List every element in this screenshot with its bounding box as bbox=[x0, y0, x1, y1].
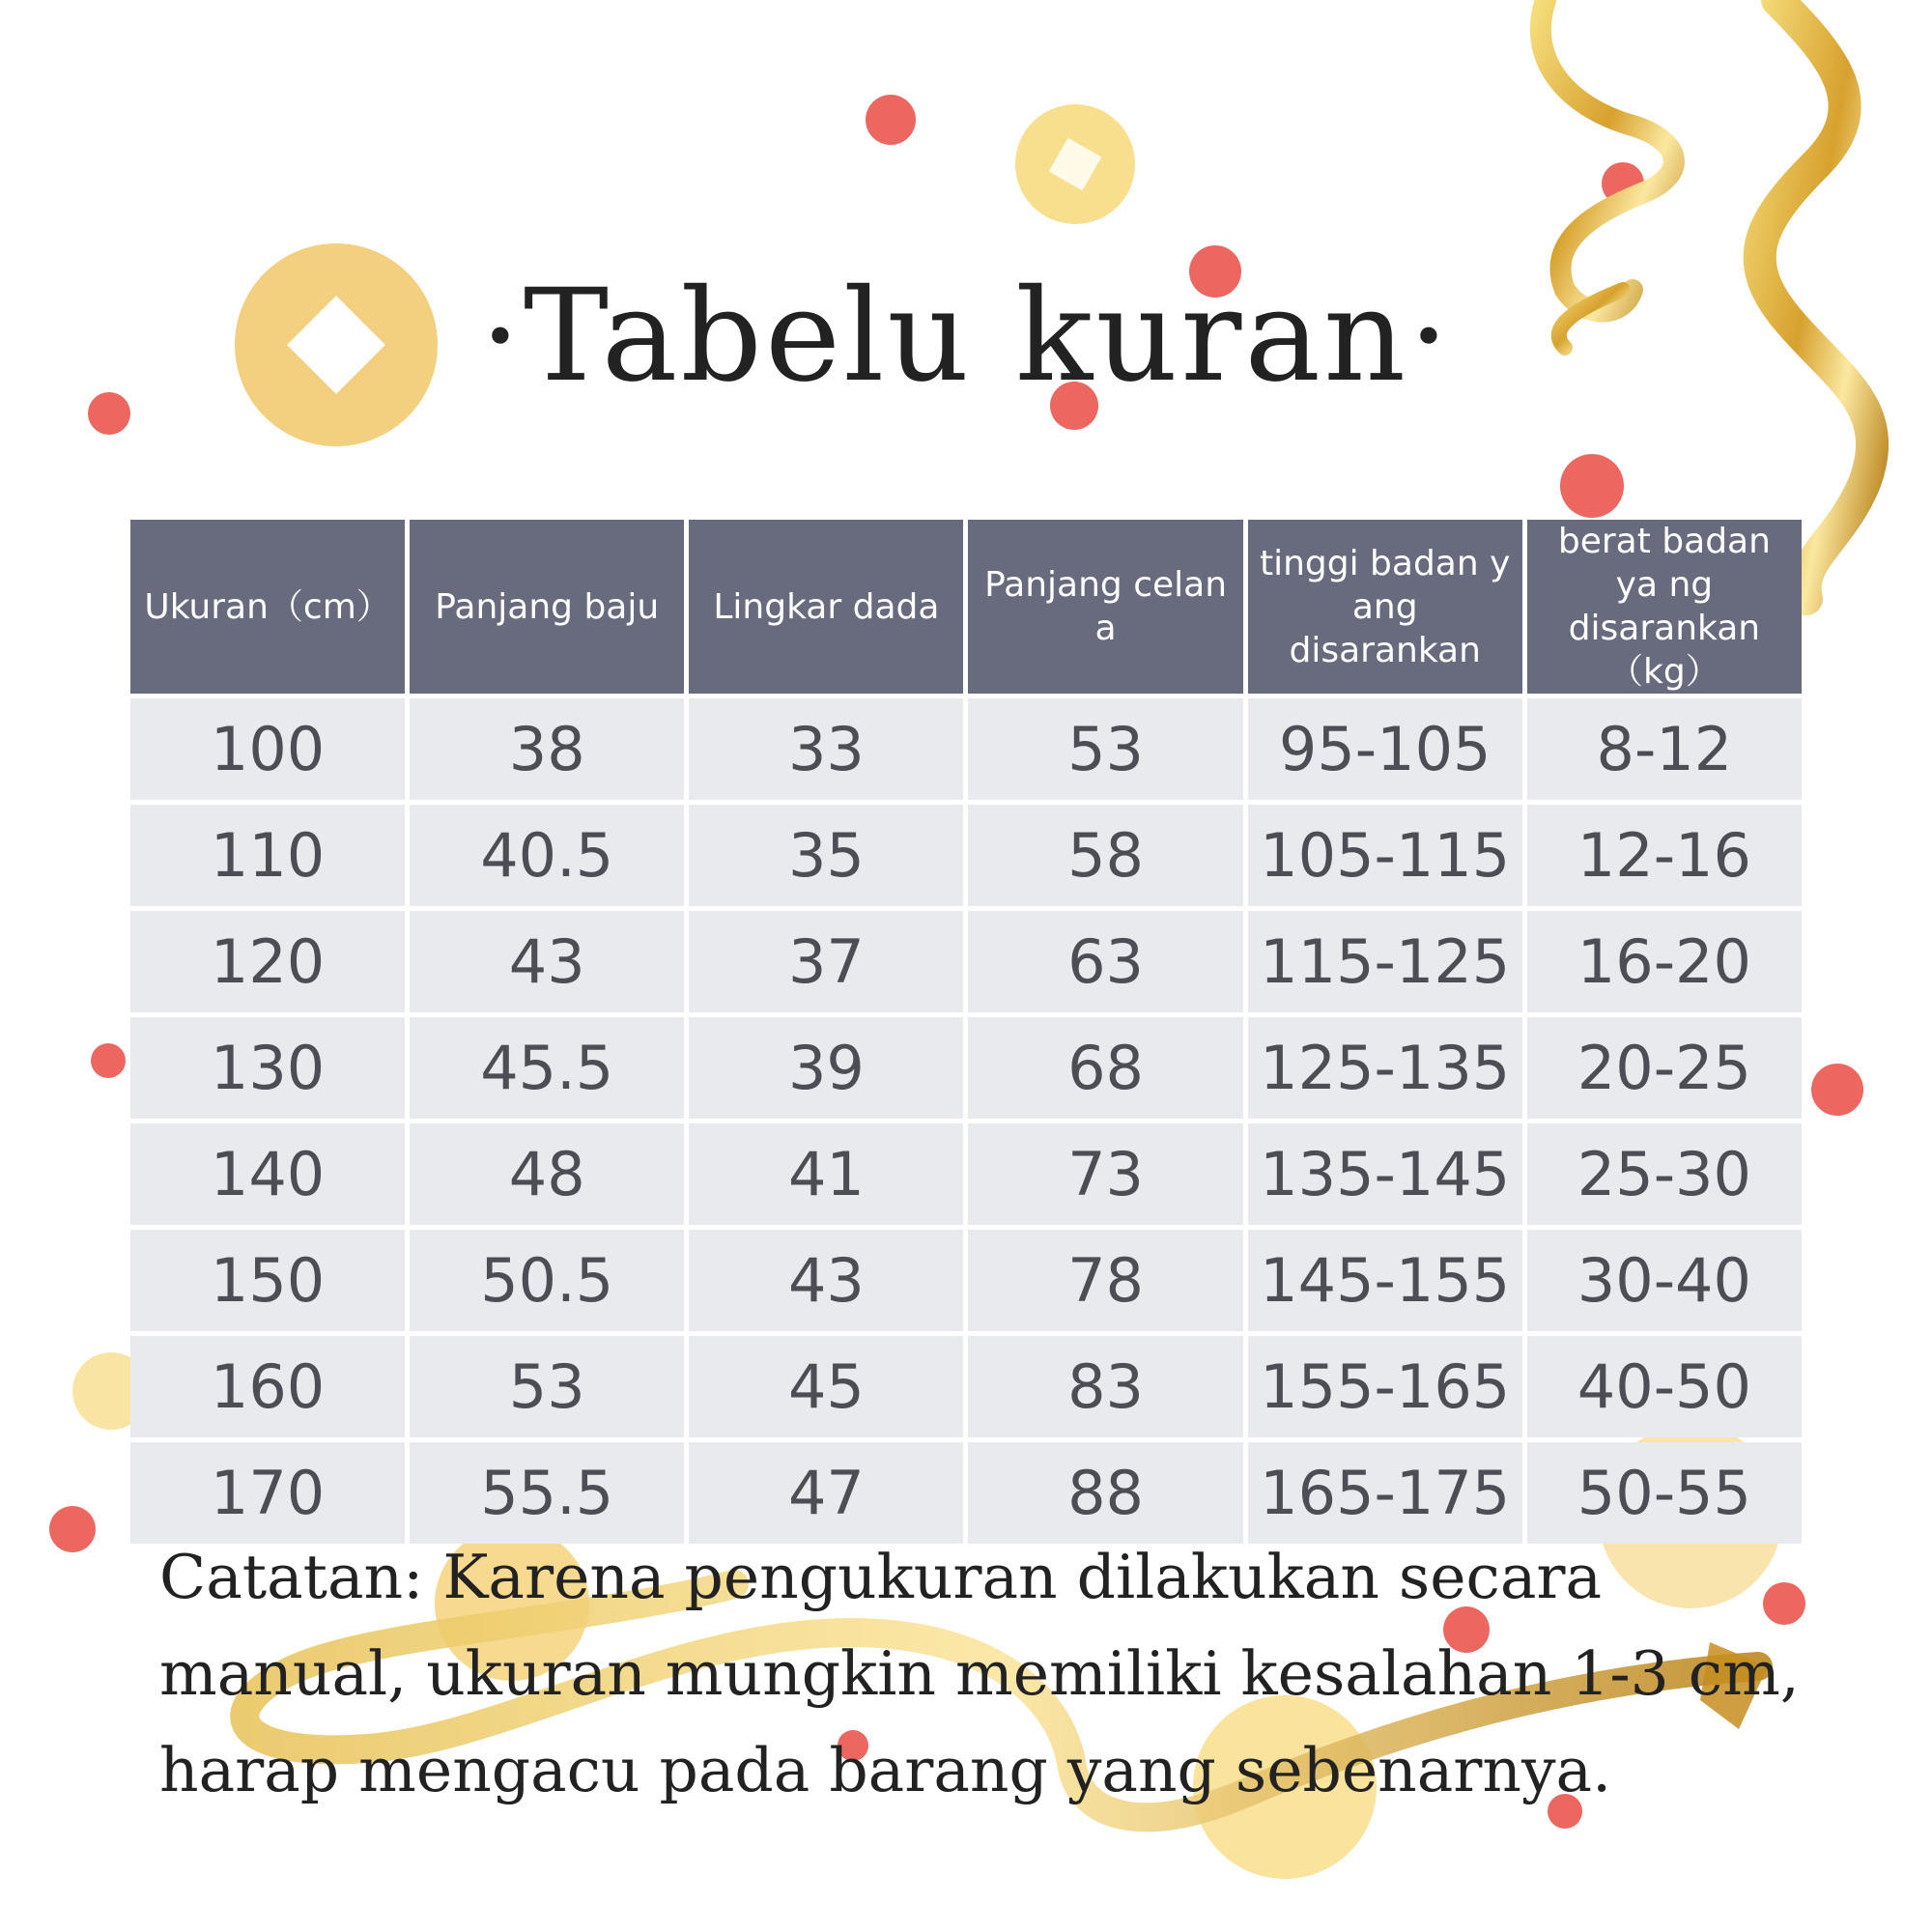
table-cell: 160 bbox=[130, 1336, 405, 1437]
header-size: Ukuran（cm） bbox=[130, 520, 405, 694]
table-row bbox=[130, 1123, 1802, 1225]
table-cell: 155-165 bbox=[1248, 1336, 1522, 1437]
table-cell: 165-175 bbox=[1248, 1442, 1522, 1544]
table-cell: 53 bbox=[410, 1336, 684, 1437]
table-cell: 12-16 bbox=[1527, 805, 1802, 906]
table-cell: 39 bbox=[689, 1017, 963, 1119]
table-cell: 83 bbox=[968, 1336, 1242, 1437]
table-cell: 170 bbox=[130, 1442, 405, 1544]
header-recommended-weight: berat badan ya ng disarankan（kg） bbox=[1527, 520, 1802, 694]
table-row bbox=[130, 911, 1802, 1012]
table-cell: 115-125 bbox=[1248, 911, 1522, 1012]
table-cell: 50-55 bbox=[1527, 1442, 1802, 1544]
header-recommended-height: tinggi badan y ang disarankan bbox=[1248, 520, 1522, 694]
table-cell: 145-155 bbox=[1248, 1230, 1522, 1331]
table-cell: 16-20 bbox=[1527, 911, 1802, 1012]
header-pants-length: Panjang celan a bbox=[968, 520, 1242, 694]
table-cell: 40.5 bbox=[410, 805, 684, 906]
table-cell: 48 bbox=[410, 1123, 684, 1225]
table-header-row bbox=[130, 520, 1802, 694]
size-table bbox=[126, 515, 1806, 1548]
table-cell: 150 bbox=[130, 1230, 405, 1331]
table-cell: 55.5 bbox=[410, 1442, 684, 1544]
table-cell: 33 bbox=[689, 698, 963, 800]
table-cell: 40-50 bbox=[1527, 1336, 1802, 1437]
table-cell: 43 bbox=[410, 911, 684, 1012]
table-cell: 53 bbox=[968, 698, 1242, 800]
table-cell: 45.5 bbox=[410, 1017, 684, 1119]
table-cell: 43 bbox=[689, 1230, 963, 1331]
table-cell: 100 bbox=[130, 698, 405, 800]
table-cell: 95-105 bbox=[1248, 698, 1522, 800]
table-row bbox=[130, 698, 1802, 800]
table-cell: 105-115 bbox=[1248, 805, 1522, 906]
table-row bbox=[130, 1017, 1802, 1119]
table-row bbox=[130, 805, 1802, 906]
table-cell: 110 bbox=[130, 805, 405, 906]
table-cell: 35 bbox=[689, 805, 963, 906]
table-cell: 41 bbox=[689, 1123, 963, 1225]
table-row bbox=[130, 1336, 1802, 1437]
table-cell: 130 bbox=[130, 1017, 405, 1119]
measurement-note: Catatan: Karena pengukuran dilakukan secara manual, ukuran mungkin memiliki kesalahan 1-3 cm, harap mengacu pada barang yang sebenarnya. bbox=[159, 1542, 1800, 1805]
gold-coin-icon bbox=[1015, 104, 1135, 224]
table-cell: 135-145 bbox=[1248, 1123, 1522, 1225]
page-title: ·Tabelu kuran· bbox=[479, 262, 1453, 411]
table-cell: 58 bbox=[968, 805, 1242, 906]
table-cell: 140 bbox=[130, 1123, 405, 1225]
table-cell: 45 bbox=[689, 1336, 963, 1437]
table-cell: 73 bbox=[968, 1123, 1242, 1225]
table-row bbox=[130, 1230, 1802, 1331]
table-cell: 38 bbox=[410, 698, 684, 800]
table-cell: 88 bbox=[968, 1442, 1242, 1544]
header-chest: Lingkar dada bbox=[689, 520, 963, 694]
table-cell: 20-25 bbox=[1527, 1017, 1802, 1119]
table-cell: 63 bbox=[968, 911, 1242, 1012]
table-cell: 120 bbox=[130, 911, 405, 1012]
table-cell: 47 bbox=[689, 1442, 963, 1544]
table-cell: 68 bbox=[968, 1017, 1242, 1119]
table-cell: 78 bbox=[968, 1230, 1242, 1331]
table-cell: 37 bbox=[689, 911, 963, 1012]
table-cell: 8-12 bbox=[1527, 698, 1802, 800]
table-cell: 30-40 bbox=[1527, 1230, 1802, 1331]
table-cell: 25-30 bbox=[1527, 1123, 1802, 1225]
header-length: Panjang baju bbox=[410, 520, 684, 694]
table-cell: 50.5 bbox=[410, 1230, 684, 1331]
table-cell: 125-135 bbox=[1248, 1017, 1522, 1119]
